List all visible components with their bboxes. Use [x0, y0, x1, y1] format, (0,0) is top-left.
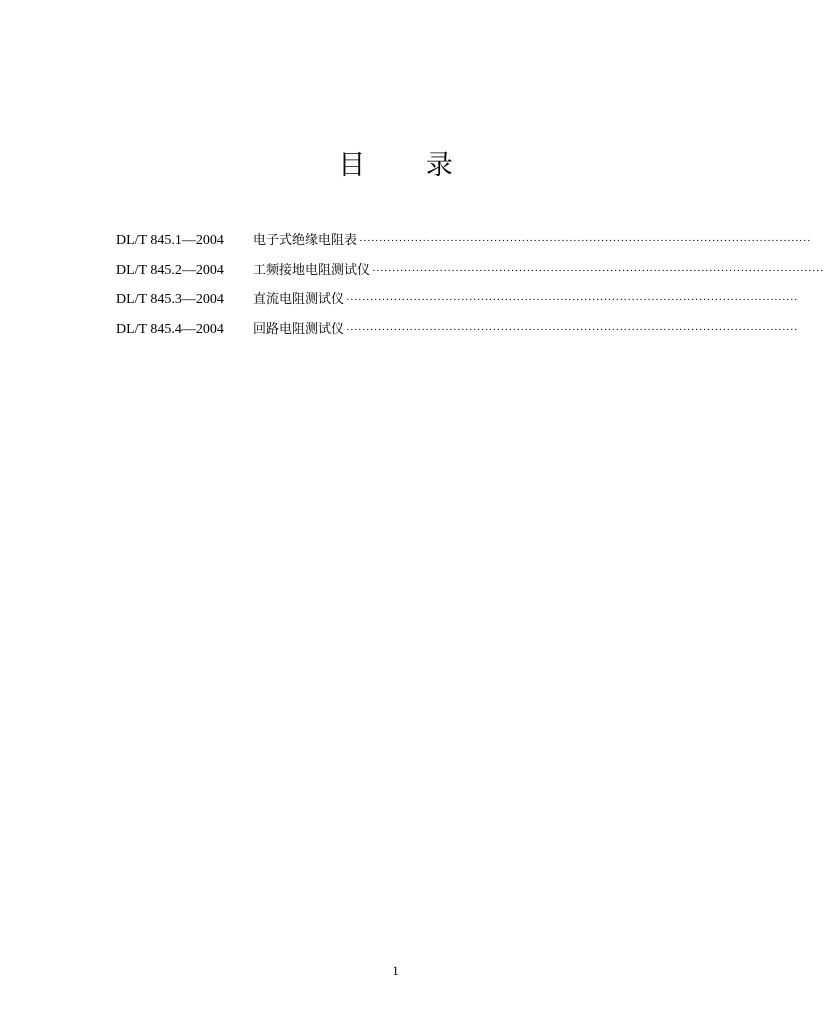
toc-dot-leader: ·················································································································· [346, 294, 798, 306]
toc-entry-2 [116, 261, 824, 291]
toc-dot-leader: ·················································································································· [359, 235, 811, 247]
toc-entry-title: 回路电阻测试仪 [253, 321, 345, 337]
toc-entry-code: DL/T 845.1—2004 [116, 233, 224, 248]
page-number: 1 [392, 963, 399, 978]
table-of-contents [116, 231, 824, 349]
toc-dot-leader: ·················································································································· [346, 323, 798, 336]
toc-entry-title: 电子式绝缘电阻表 [253, 233, 358, 248]
toc-entry-1 [116, 231, 811, 261]
toc-entry-title: 直流电阻测试仪 [253, 292, 345, 307]
toc-entry-3 [116, 290, 798, 320]
page-title: 目 录 [338, 150, 479, 181]
toc-entry-code: DL/T 845.4—2004 [116, 321, 224, 337]
toc-entry-code: DL/T 845.3—2004 [116, 292, 224, 307]
toc-entry-code: DL/T 845.2—2004 [116, 262, 224, 278]
toc-entry-4 [116, 320, 798, 350]
toc-entry-title: 工频接地电阻测试仪 [253, 262, 371, 278]
toc-dot-leader: ·················································································································· [372, 264, 824, 277]
